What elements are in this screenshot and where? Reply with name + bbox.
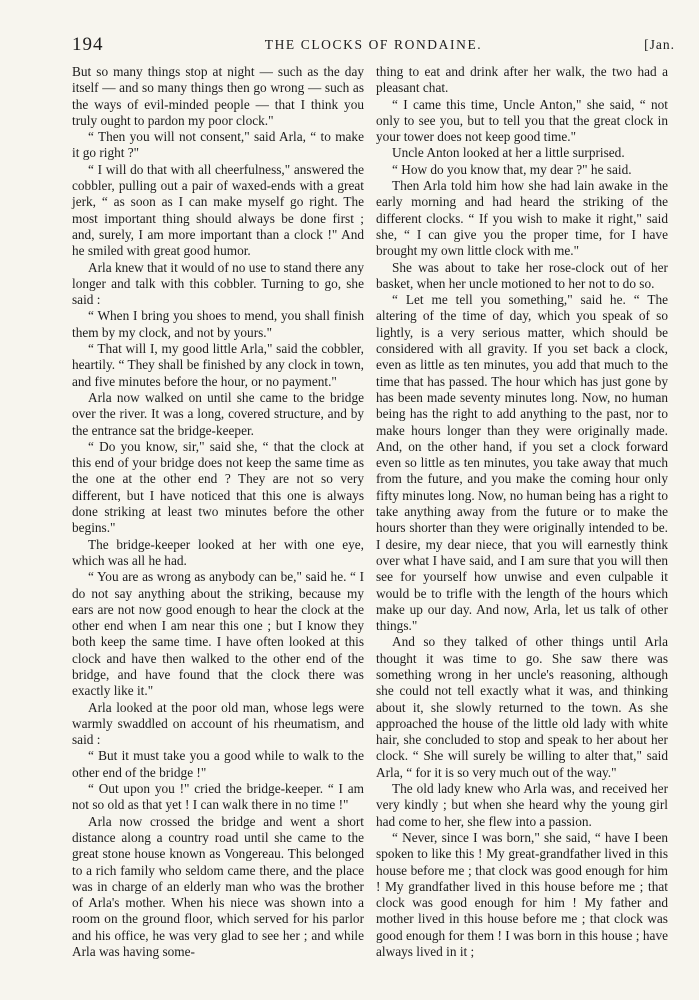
paragraph: She was about to take her rose-clock out of her basket, when her uncle motioned to her not to do so. <box>376 259 668 291</box>
right-column <box>376 64 668 960</box>
paragraph: thing to eat and drink after her walk, the two had a pleasant chat. <box>376 64 668 96</box>
paragraph: But so many things stop at night — such as the day itself — and so many things then go wrong — such as the ways of evil-minded people — that I think you truly ought to pardon my poor clock." <box>72 64 364 128</box>
paragraph: “ When I bring you shoes to mend, you shall finish them by my clock, and not by yours." <box>72 308 364 340</box>
paragraph: “ But it must take you a good while to walk to the other end of the bridge !" <box>72 748 364 780</box>
paragraph: “ I came this time, Uncle Anton," she said, “ not only to see you, but to tell you that the great clock in your tower does not keep good time." <box>376 96 668 145</box>
paragraph: “ Never, since I was born," she said, “ have I been spoken to like this ! My great-grandfather lived in this house before me ; that clock was good enough for him ! My grandfather lived in this house before me ; that clock was good enough for him ! My father and mother lived in this house before me ; that clock was good enough for them ! I was born in this house ; have always lived in it ; <box>376 829 668 960</box>
paragraph: “ Do you know, sir," said she, “ that the clock at this end of your bridge does not keep the same time as the one at the other end ? They are not so very different, but I have noticed that this one is always done striking at least two minutes before the other begins." <box>72 438 364 536</box>
paragraph: Uncle Anton looked at her a little surprised. <box>392 145 625 161</box>
running-head <box>72 34 675 56</box>
paragraph: “ How do you know that, my dear ?" he said. <box>392 161 632 177</box>
paragraph: “ I will do that with all cheerfulness," answered the cobbler, pulling out a pair of waxed-ends with a great jerk, “ as soon as I can make myself go right. The most important thing should always be done first ; and, surely, I am more important than a clock !" And he smiled with great good humor. <box>72 161 364 259</box>
running-title: THE CLOCKS OF RONDAINE. <box>264 37 483 52</box>
paragraph: Arla knew that it would of no use to stand there any longer and talk with this cobbler. Turning to go, she said : <box>72 259 364 308</box>
paragraph: And so they talked of other things until Arla thought it was time to go. She saw there was something wrong in her uncle's reasoning, although she could not tell exactly what it was, and thinking about it, she slowly returned to the town. As she approached the house of the little old lady with white hair, she concluded to stop and speak to her about her clock. “ She will surely be willing to alter that," said Arla, “ for it is so very much out of the way." <box>376 634 668 780</box>
paragraph: “ That will I, my good little Arla," said the cobbler, heartily. “ They shall be finished by any clock in town, and five minutes before the hour, or no payment." <box>72 341 364 389</box>
paragraph: “ You are as wrong as anybody can be," said he. “ I do not say anything about the striking, because my ears are not now good enough to hear the clock at the other end when I am near this one ; but I know they both keep the same time. I have often looked at this clock and have then walked to the other end of the bridge, and have found that the clock there was exactly like it." <box>72 569 364 699</box>
paragraph: “ Out upon you !" cried the bridge-keeper. “ I am not so old as that yet ! I can walk there in no time !" <box>72 781 364 813</box>
page-number: 194 <box>72 34 104 55</box>
paragraph: The bridge-keeper looked at her with one eye, which was all he had. <box>72 536 364 568</box>
issue-month: [Jan. <box>644 37 675 52</box>
paragraph: “ Then you will not consent," said Arla, “ to make it go right ?" <box>72 129 364 161</box>
left-column <box>72 64 364 960</box>
paragraph: Arla looked at the poor old man, whose legs were warmly swaddled on account of his rheumatism, and said : <box>72 699 364 748</box>
paragraph: The old lady knew who Arla was, and received her very kindly ; but when she heard why the young girl had come to her, she flew into a passion. <box>376 781 668 829</box>
paragraph: Arla now crossed the bridge and went a short distance along a country road until she came to the great stone house known as Vongereau. This belonged to a rich family who seldom came there, and the place was in charge of an elderly man who was the brother of Arla's mother. When his niece was shown into a room on the ground floor, which served for his parlor and his office, he was very glad to see her ; and while Arla was having some- <box>72 813 364 960</box>
paragraph: “ Let me tell you something," said he. “ The altering of the time of day, which you speak of so lightly, is a very serious matter, which should be considered with all gravity. If you set back a clock, even as little as ten minutes, you add that much to the time that has passed. The hour which has just gone by has been made seventy minutes long. Now, no human being has the right to add anything to the past, nor to make hours longer than they were originally made. And, on the other hand, if you set a clock forward even so little as ten minutes, you take away that much from the future, and you make the coming hour only fifty minutes long. Now, no human being has a right to take anything away from the future or to make the hours shorter than they were originally intended to be. I desire, my dear niece, that you will earnestly think over what I have said, and I am sure that you will then see for yourself how unwise and even culpable it would be to trifle with the length of the hours which make up our day. And now, Arla, let us talk of other things." <box>376 292 668 634</box>
paragraph: Then Arla told him how she had lain awake in the early morning and had heard the striking of the different clocks. “ If you wish to make it right," said she, “ I can give you the proper time, for I have brought my own little clock with me." <box>376 178 668 259</box>
paragraph: Arla now walked on until she came to the bridge over the river. It was a long, covered structure, and by the entrance sat the bridge-keeper. <box>72 389 364 438</box>
